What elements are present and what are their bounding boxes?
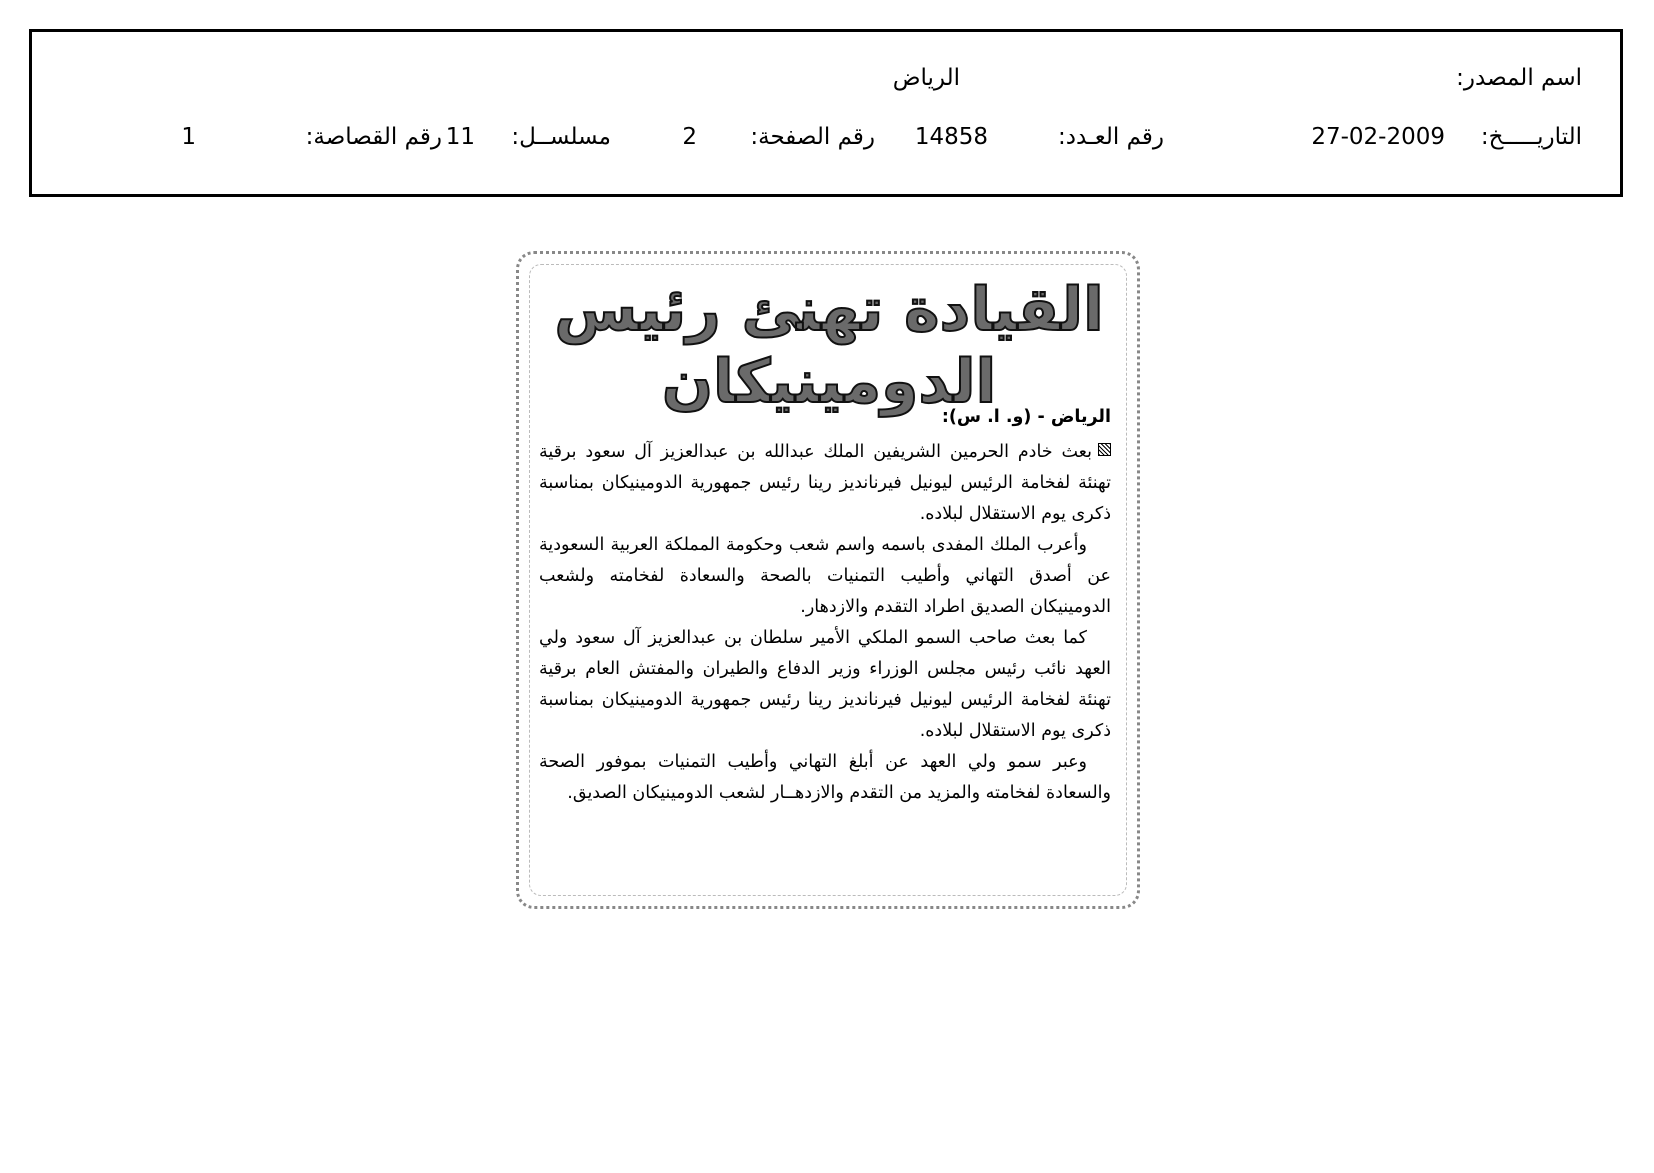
issue-label: رقم العـدد: xyxy=(1057,124,1164,150)
serial-value: 11 xyxy=(445,124,475,150)
article-paragraph-2: وأعرب الملك المفدى باسمه واسم شعب وحكومة المملكة العربية السعودية عن أصدق التهاني وأطيب التمنيات بالصحة والسعادة لفخامته ولشعب الدومينيكان الصديق اطراد التقدم والازدهار. xyxy=(539,535,1111,617)
clip-label: رقم القصاصة: xyxy=(305,124,442,150)
article-dateline: الرياض - (و. ا. س): xyxy=(941,407,1111,427)
article-paragraph-1-text: بعث خادم الحرمين الشريفين الملك عبدالله بن عبدالعزيز آل سعود برقية تهنئة لفخامة الرئيس ليونيل فيرنانديز رينا رئيس جمهورية الدومينيكان بمناسبة ذكرى يوم الاستقلال لبلاده. xyxy=(539,442,1111,524)
serial-label: مسلســل: xyxy=(511,124,611,150)
date-value: 27-02-2009 xyxy=(1311,124,1445,150)
source-label: اسم المصدر: xyxy=(1456,65,1582,91)
newspaper-clipping xyxy=(516,251,1140,909)
clip-value: 1 xyxy=(181,124,196,150)
metadata-header-box xyxy=(29,29,1623,197)
source-value: الرياض xyxy=(892,65,960,91)
date-label: التاريـــــخ: xyxy=(1480,124,1582,150)
page-label: رقم الصفحة: xyxy=(750,124,875,150)
article-paragraph-3: كما بعث صاحب السمو الملكي الأمير سلطان بن عبدالعزيز آل سعود ولي العهد نائب رئيس مجلس الوزراء وزير الدفاع والطيران والمفتش العام برقية تهنئة لفخامة الرئيس ليونيل فيرنانديز رينا رئيس جمهورية الدومينيكان بمناسبة ذكرى يوم الاستقلال لبلاده. xyxy=(539,628,1111,741)
issue-value: 14858 xyxy=(914,124,988,150)
article-body xyxy=(539,402,1111,809)
article-paragraph-4: وعبر سمو ولي العهد عن أبلغ التهاني وأطيب التمنيات بموفور الصحة والسعادة لفخامته والمزيد من التقدم والازدهــار لشعب الدومينيكان الصديق. xyxy=(539,752,1111,803)
article-paragraph-1 xyxy=(539,437,1111,530)
page-value: 2 xyxy=(682,124,697,150)
square-bullet-icon xyxy=(1098,443,1111,456)
article-headline: القيادة تهنئ رئيس الدومينيكان xyxy=(554,275,1104,417)
